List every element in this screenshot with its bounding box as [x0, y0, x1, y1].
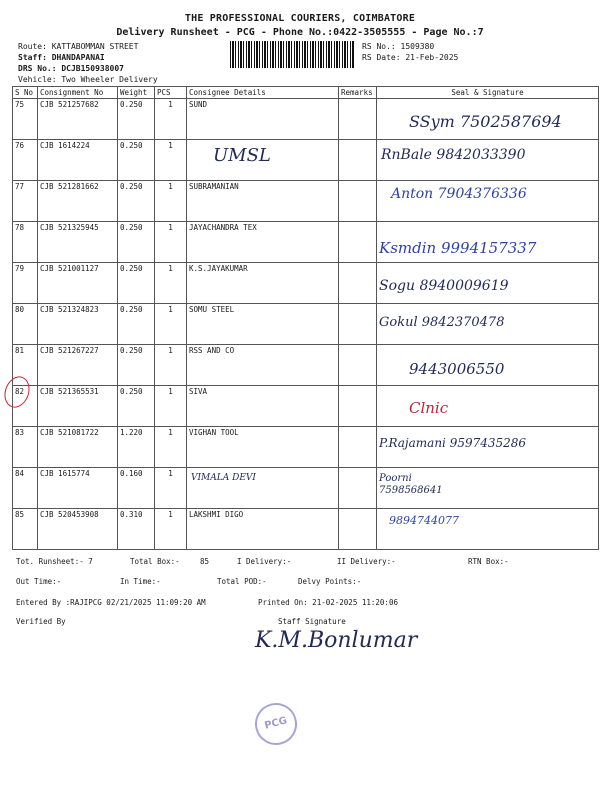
- cell-signature: [377, 345, 599, 386]
- cell-consignment: CJB 521324823: [38, 304, 118, 345]
- out-time-label: Out Time:-: [16, 577, 62, 586]
- cell-pcs: 1: [155, 427, 187, 468]
- i-delivery-label: I Delivery:-: [237, 557, 292, 566]
- verified-by-label: Verified By: [16, 617, 66, 626]
- col-header-pcs: PCS: [155, 87, 187, 99]
- handwritten-name: VIMALA DEVI: [191, 473, 256, 483]
- cell-remarks: [339, 509, 377, 550]
- rs-number: RS No.: 1509380: [362, 42, 435, 51]
- cell-pcs: 1: [155, 386, 187, 427]
- cell-consignee: VIGHAN TOOL: [187, 427, 339, 468]
- cell-consignment: CJB 521001127: [38, 263, 118, 304]
- cell-sno: 84: [13, 468, 38, 509]
- cell-signature: [377, 427, 599, 468]
- cell-signature: [377, 263, 599, 304]
- cell-consignee: SIVA: [187, 386, 339, 427]
- col-header-remarks: Remarks: [339, 87, 377, 99]
- company-name: THE PROFESSIONAL COURIERS, COIMBATORE: [184, 13, 416, 24]
- runsheet-title: Delivery Runsheet - PCG - Phone No.:0422-3505555 - Page No.:7: [116, 27, 484, 38]
- cell-weight: 0.250: [118, 386, 155, 427]
- table-row: [13, 181, 599, 222]
- cell-pcs: 1: [155, 140, 187, 181]
- cell-consignment: CJB 1615774: [38, 468, 118, 509]
- cell-consignment: CJB 1614224: [38, 140, 118, 181]
- cell-consignee: SUND: [187, 99, 339, 140]
- cell-remarks: [339, 468, 377, 509]
- cell-remarks: [339, 222, 377, 263]
- cell-consignee: [187, 468, 339, 509]
- col-header-consignee: Consignee Details: [187, 87, 339, 99]
- table-row: [13, 509, 599, 550]
- cell-remarks: [339, 263, 377, 304]
- cell-consignee: LAKSHMI DIGO: [187, 509, 339, 550]
- staff-signature-label: Staff Signature: [278, 617, 346, 626]
- cell-sno: 79: [13, 263, 38, 304]
- cell-remarks: [339, 304, 377, 345]
- tot-runsheet: Tot. Runsheet:- 7: [16, 557, 93, 566]
- cell-weight: 1.220: [118, 427, 155, 468]
- cell-sno: 80: [13, 304, 38, 345]
- total-box-label: Total Box:-: [130, 557, 180, 566]
- cell-pcs: 1: [155, 222, 187, 263]
- drs-number: DRS No.: DCJB150938007: [18, 64, 124, 73]
- table-row: [13, 263, 599, 304]
- cell-weight: 0.250: [118, 140, 155, 181]
- cell-pcs: 1: [155, 181, 187, 222]
- handwritten-signature: Clnic: [409, 399, 449, 417]
- ii-delivery-label: II Delivery:-: [337, 557, 396, 566]
- cell-pcs: 1: [155, 263, 187, 304]
- cell-sno: 82: [13, 386, 38, 427]
- printed-on: Printed On: 21-02-2025 11:20:06: [258, 598, 398, 607]
- in-time-label: In Time:-: [120, 577, 161, 586]
- cell-pcs: 1: [155, 304, 187, 345]
- table-row: [13, 222, 599, 263]
- table-row: [13, 99, 599, 140]
- cell-sno: 83: [13, 427, 38, 468]
- cell-sno: 85: [13, 509, 38, 550]
- cell-weight: 0.250: [118, 222, 155, 263]
- cell-consignment: CJB 521365531: [38, 386, 118, 427]
- cell-remarks: [339, 140, 377, 181]
- handwritten-signature: Anton 7904376336: [391, 186, 527, 202]
- entered-by: Entered By :RAJIPCG 02/21/2025 11:09:20 AM: [16, 598, 206, 607]
- cell-consignment: CJB 521281662: [38, 181, 118, 222]
- cell-sno: 81: [13, 345, 38, 386]
- cell-pcs: 1: [155, 509, 187, 550]
- table-row: [13, 345, 599, 386]
- cell-sno: 76: [13, 140, 38, 181]
- pcg-stamp: PCG: [250, 698, 301, 749]
- cell-consignee: JAYACHANDRA TEX: [187, 222, 339, 263]
- cell-signature: [377, 181, 599, 222]
- handwritten-signature: P.Rajamani 9597435286: [379, 436, 527, 450]
- cell-remarks: [339, 427, 377, 468]
- cell-sno: 77: [13, 181, 38, 222]
- cell-signature: [377, 99, 599, 140]
- cell-sno: 78: [13, 222, 38, 263]
- handwritten-signature: 9894744077: [389, 514, 459, 527]
- cell-consignee: RSS AND CO: [187, 345, 339, 386]
- cell-weight: 0.250: [118, 99, 155, 140]
- cell-pcs: 1: [155, 99, 187, 140]
- handwritten-name: UMSL: [213, 145, 271, 166]
- cell-consignee: K.S.JAYAKUMAR: [187, 263, 339, 304]
- total-pod-label: Total POD:-: [217, 577, 267, 586]
- cell-consignment: CJB 521267227: [38, 345, 118, 386]
- handwritten-signature: Gokul 9842370478: [379, 315, 505, 330]
- col-header-consignment: Consignment No: [38, 87, 118, 99]
- cell-pcs: 1: [155, 468, 187, 509]
- cell-signature: [377, 140, 599, 181]
- cell-sno: 75: [13, 99, 38, 140]
- cell-pcs: 1: [155, 345, 187, 386]
- rs-date: RS Date: 21-Feb-2025: [362, 53, 459, 62]
- col-header-sno: S No: [13, 87, 38, 99]
- cell-signature: [377, 222, 599, 263]
- cell-signature: [377, 386, 599, 427]
- table-row: [13, 140, 599, 181]
- table-row: [13, 386, 599, 427]
- table-header-row: [13, 87, 599, 99]
- cell-weight: 0.250: [118, 263, 155, 304]
- cell-consignment: CJB 521257682: [38, 99, 118, 140]
- delvy-points-label: Delvy Points:-: [298, 577, 362, 586]
- staff-label: Staff: DHANDAPANAI: [18, 53, 105, 62]
- runsheet-table: [12, 86, 599, 550]
- cell-weight: 0.310: [118, 509, 155, 550]
- table-row: [13, 427, 599, 468]
- cell-consignment: CJB 520453908: [38, 509, 118, 550]
- cell-remarks: [339, 181, 377, 222]
- barcode-image: [230, 41, 355, 68]
- cell-consignee: SOMU STEEL: [187, 304, 339, 345]
- cell-signature: [377, 468, 599, 509]
- handwritten-signature: RnBale 9842033390: [381, 147, 526, 163]
- total-box-value: 85: [200, 557, 210, 566]
- cell-weight: 0.250: [118, 304, 155, 345]
- cell-weight: 0.250: [118, 181, 155, 222]
- cell-consignee: SUBRAMANIAN: [187, 181, 339, 222]
- handwritten-signature: SSym 7502587694: [409, 112, 562, 131]
- col-header-signature: Seal & Signature: [377, 87, 599, 99]
- handwritten-signature: Poorni 7598568641: [379, 473, 443, 496]
- staff-handwritten-signature: K.M.Bonlumar: [255, 628, 418, 653]
- handwritten-signature: 9443006550: [409, 360, 505, 378]
- table-row: [13, 304, 599, 345]
- route-label: Route: KATTABOMMAN STREET: [18, 42, 139, 51]
- cell-remarks: [339, 386, 377, 427]
- cell-weight: 0.250: [118, 345, 155, 386]
- cell-remarks: [339, 99, 377, 140]
- cell-consignment: CJB 521081722: [38, 427, 118, 468]
- col-header-weight: Weight: [118, 87, 155, 99]
- table-row: [13, 468, 599, 509]
- cell-signature: [377, 304, 599, 345]
- handwritten-signature: Ksmdin 9994157337: [379, 239, 537, 257]
- cell-signature: [377, 509, 599, 550]
- cell-consignee: [187, 140, 339, 181]
- cell-weight: 0.160: [118, 468, 155, 509]
- rtn-box-label: RTN Box:-: [468, 557, 509, 566]
- vehicle-label: Vehicle: Two Wheeler Delivery: [18, 75, 158, 84]
- cell-remarks: [339, 345, 377, 386]
- handwritten-signature: Sogu 8940009619: [379, 278, 509, 294]
- cell-consignment: CJB 521325945: [38, 222, 118, 263]
